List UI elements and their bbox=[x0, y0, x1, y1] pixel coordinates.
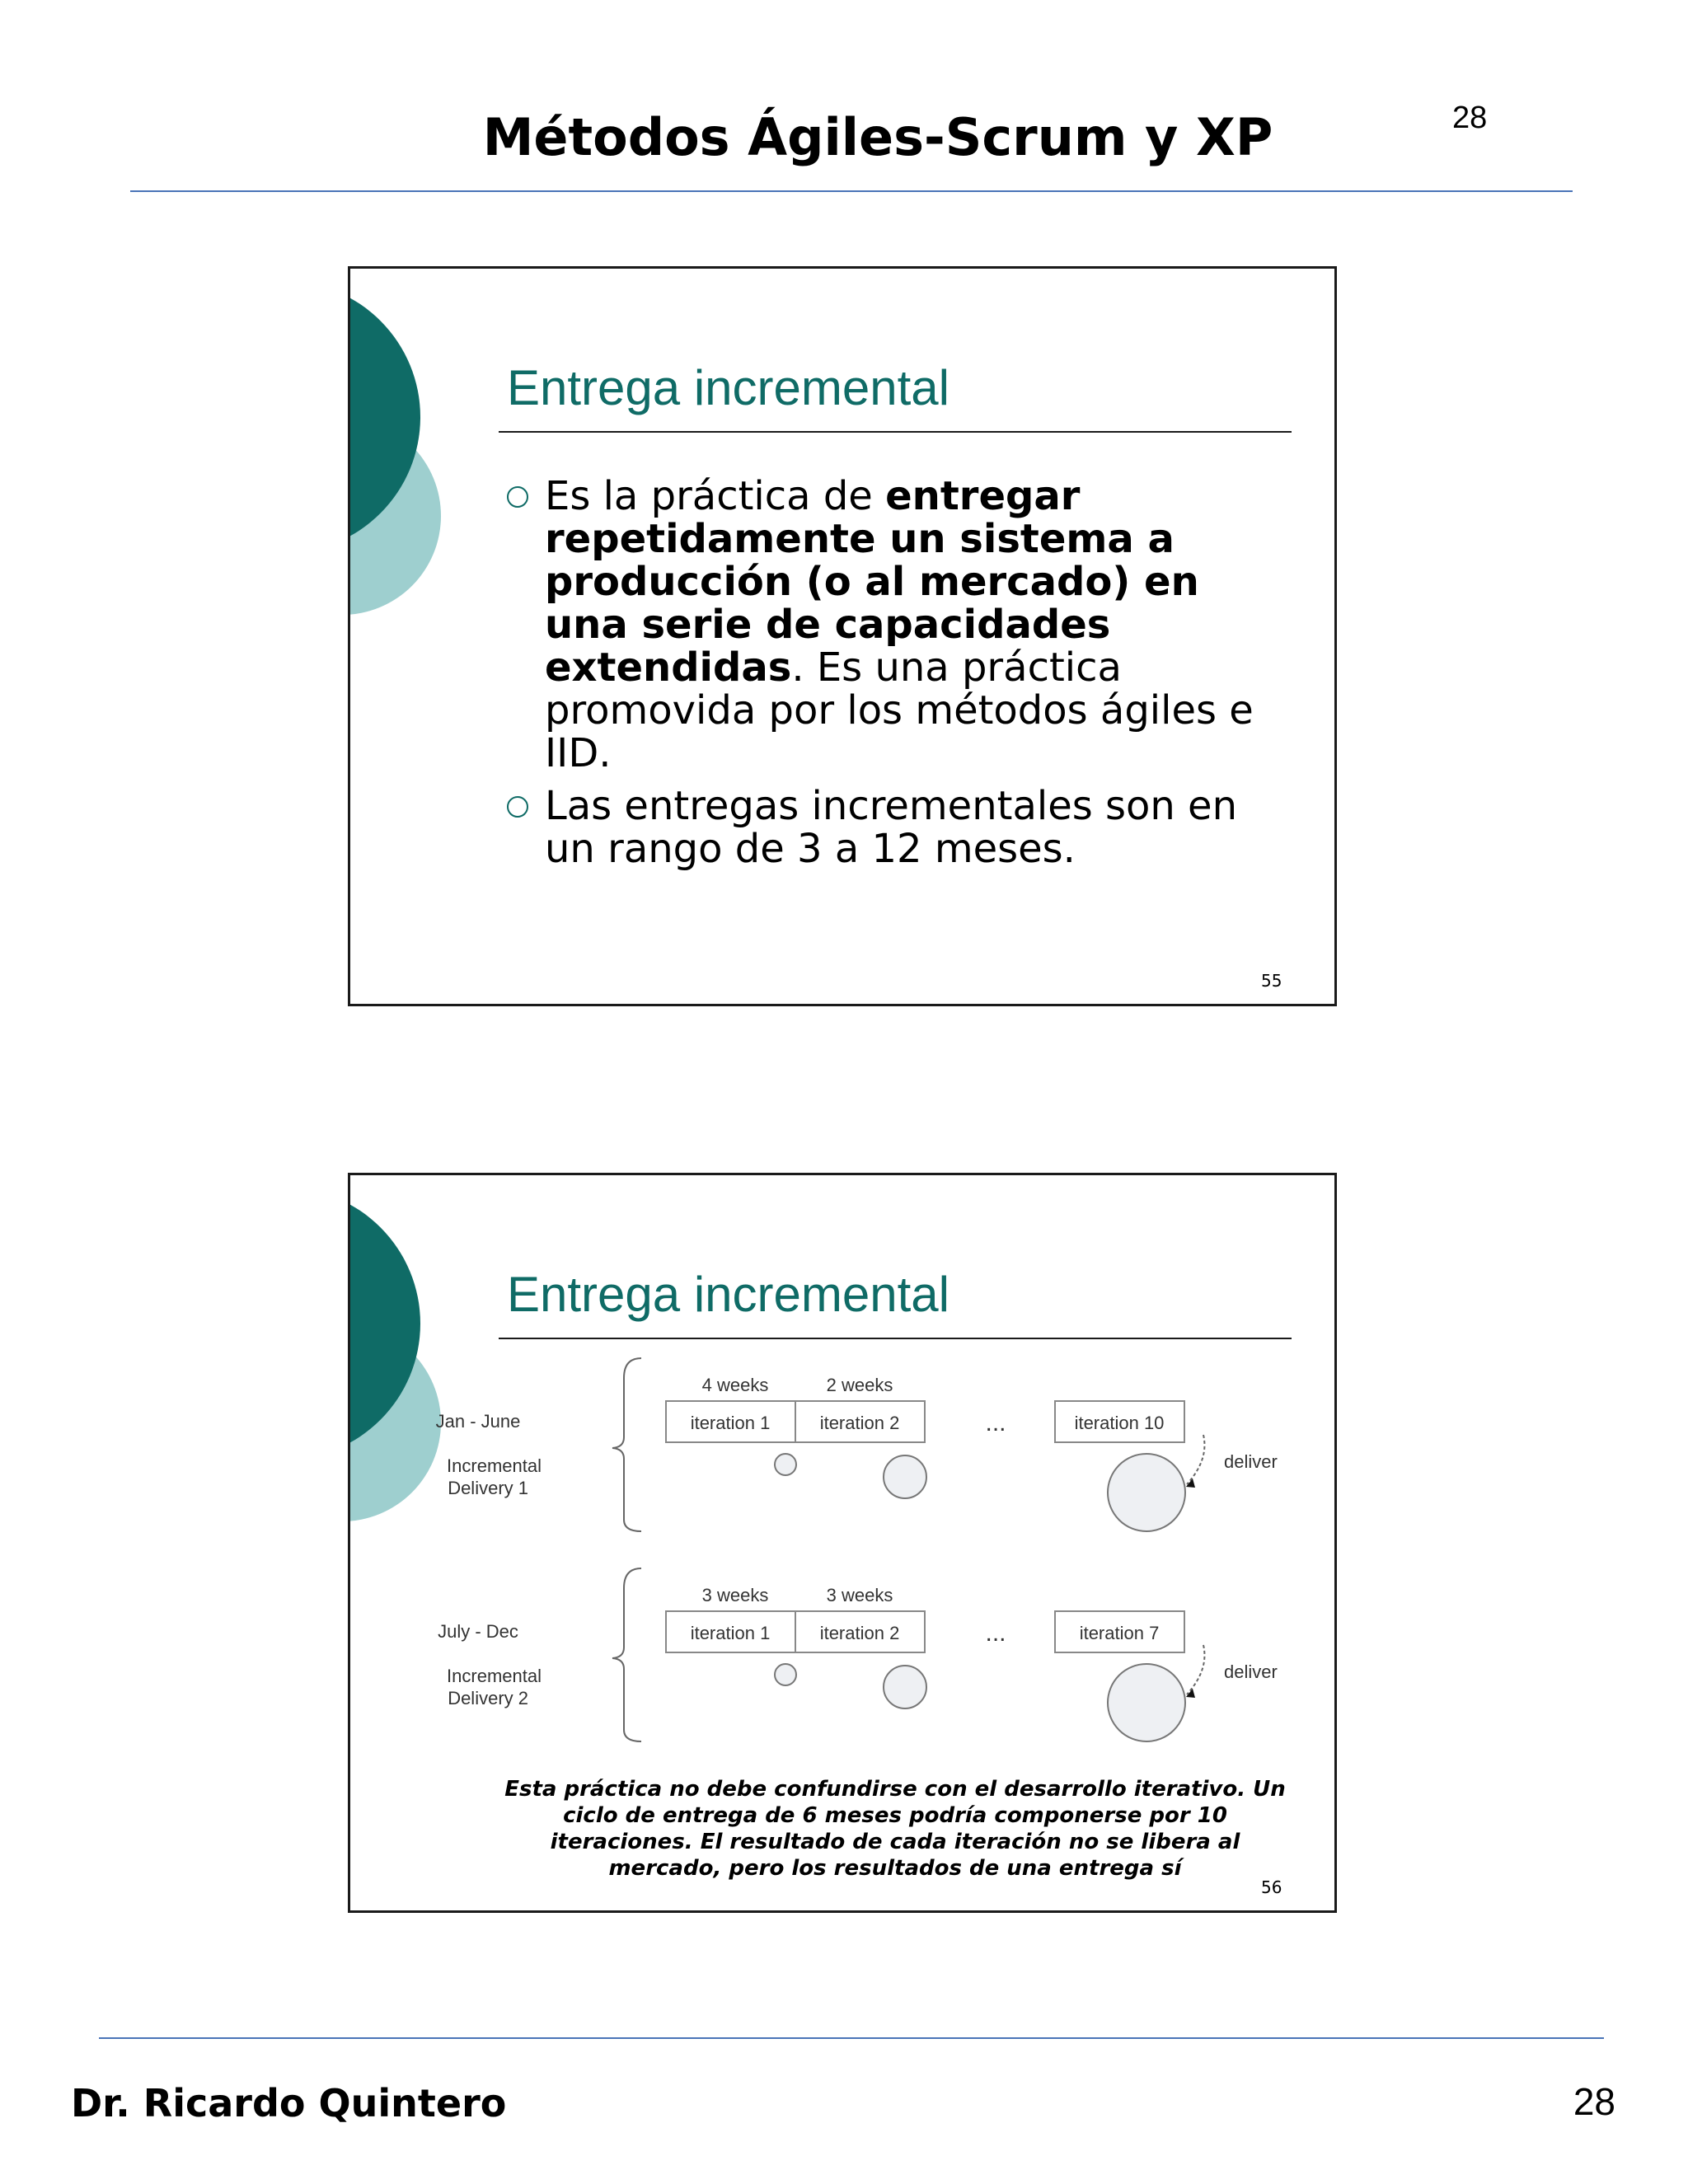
ellipsis: ... bbox=[985, 1619, 1006, 1647]
brace bbox=[612, 1358, 641, 1531]
duration-label: 3 weeks bbox=[701, 1585, 769, 1605]
page-number-top: 28 bbox=[1452, 101, 1488, 135]
increment-circle-small bbox=[775, 1454, 796, 1475]
delivery-circle bbox=[1108, 1664, 1185, 1741]
slide-decoration bbox=[350, 269, 474, 664]
delivery-label-line2: Delivery 1 bbox=[448, 1478, 528, 1498]
hollow-circle-bullet-icon bbox=[507, 796, 528, 818]
slide-56 bbox=[348, 1173, 1337, 1913]
slide-title: Entrega incremental bbox=[507, 1267, 950, 1322]
delivery-label-line2: Delivery 2 bbox=[448, 1688, 528, 1708]
slide-caption: Esta práctica no debe confundirse con el desarrollo iterativo. Un ciclo de entrega de 6 meses podría componerse por 10 iteraciones. El resultado de cada iteración no se libera al mercado, pero los resultados de una entrega sí bbox=[504, 1777, 1286, 1881]
bullet-lead-text: Es la práctica de bbox=[545, 473, 886, 519]
deliver-arrow bbox=[1187, 1435, 1204, 1484]
slide-title-rule bbox=[499, 431, 1292, 433]
increment-circle-medium bbox=[884, 1455, 926, 1498]
bullet-text: Las entregas incrementales son en un rango de 3 a 12 meses. bbox=[545, 783, 1237, 872]
bullet-bold-text: entregar repetidamente un sistema a producción (o al mercado) en una serie de capacidades extendidas bbox=[545, 473, 1199, 691]
deliver-arrow bbox=[1187, 1645, 1204, 1694]
duration-label: 4 weeks bbox=[701, 1375, 769, 1395]
increment-circle-small bbox=[775, 1664, 796, 1685]
delivery-row-1 bbox=[436, 1358, 1278, 1531]
iteration-label: iteration 1 bbox=[690, 1413, 771, 1433]
delivery-circle bbox=[1108, 1454, 1185, 1531]
incremental-delivery-diagram bbox=[350, 1175, 1334, 1769]
footer-page-number: 28 bbox=[1573, 2080, 1615, 2123]
iteration-label: iteration 2 bbox=[819, 1413, 900, 1433]
delivery-period: July - Dec bbox=[438, 1621, 518, 1642]
delivery-label-line1: Incremental bbox=[447, 1455, 542, 1476]
header-rule bbox=[130, 190, 1573, 192]
iteration-label: iteration 10 bbox=[1074, 1413, 1165, 1433]
increment-circle-medium bbox=[884, 1666, 926, 1708]
slide-number: 56 bbox=[1261, 1877, 1282, 1897]
delivery-period: Jan - June bbox=[435, 1411, 521, 1432]
bullet-tail-text: . Es una práctica promovida por los métodos ágiles e IID. bbox=[545, 644, 1254, 776]
bullet-item bbox=[507, 785, 1290, 870]
duration-label: 2 weeks bbox=[826, 1375, 893, 1395]
footer-author: Dr. Ricardo Quintero bbox=[71, 2081, 507, 2125]
iteration-label: iteration 7 bbox=[1079, 1623, 1160, 1643]
duration-label: 3 weeks bbox=[826, 1585, 893, 1605]
slide-title: Entrega incremental bbox=[507, 360, 950, 415]
ellipsis: ... bbox=[985, 1409, 1006, 1436]
hollow-circle-bullet-icon bbox=[507, 486, 528, 508]
iteration-label: iteration 2 bbox=[819, 1623, 900, 1643]
deliver-label: deliver bbox=[1224, 1661, 1278, 1682]
bullet-item bbox=[507, 475, 1290, 775]
delivery-row-2 bbox=[438, 1568, 1278, 1741]
page-title: Métodos Ágiles-Scrum y XP bbox=[482, 107, 1273, 167]
bullet-list bbox=[507, 475, 1290, 880]
delivery-label-line1: Incremental bbox=[447, 1666, 542, 1686]
iteration-label: iteration 1 bbox=[690, 1623, 771, 1643]
slide-number: 55 bbox=[1261, 971, 1282, 991]
brace bbox=[612, 1568, 641, 1741]
footer-rule bbox=[99, 2037, 1604, 2039]
deliver-label: deliver bbox=[1224, 1451, 1278, 1472]
slide-55 bbox=[348, 266, 1337, 1006]
